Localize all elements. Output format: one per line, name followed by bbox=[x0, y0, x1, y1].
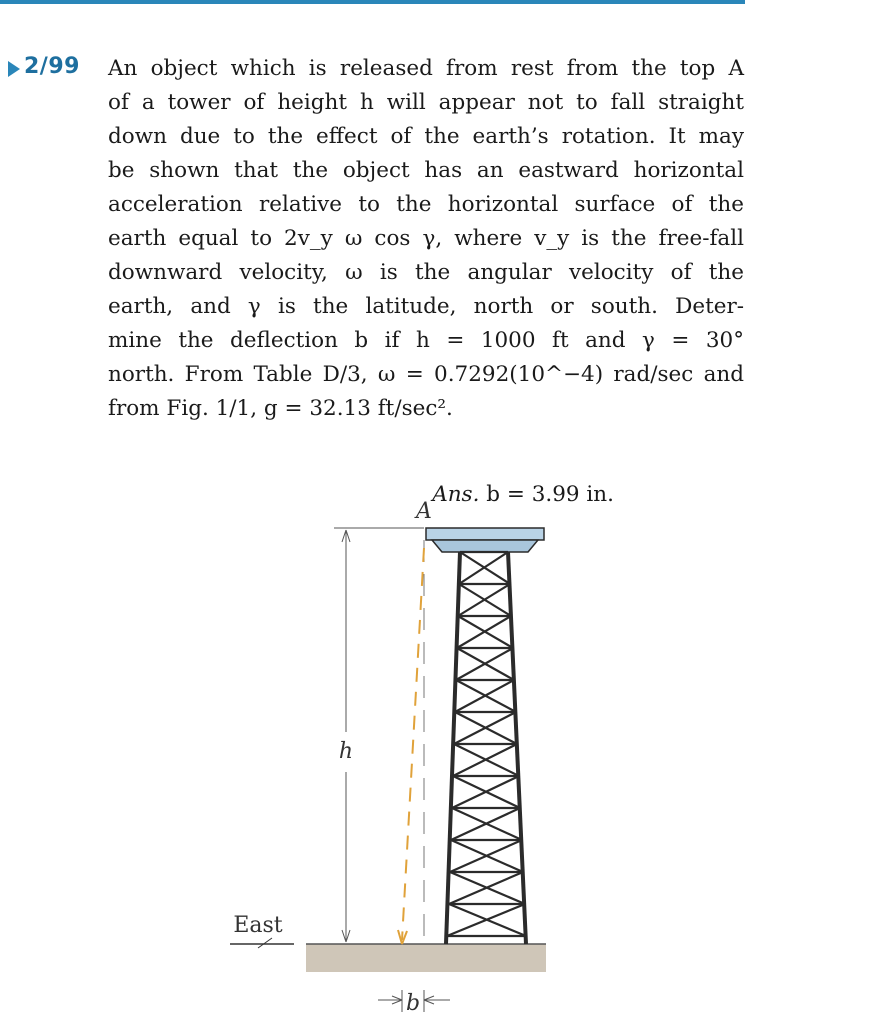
problem-line: from Fig. 1/1, g = 32.13 ft/sec². bbox=[108, 396, 453, 421]
answer-value: b = 3.99 in. bbox=[486, 482, 614, 507]
label-east: East bbox=[233, 913, 283, 938]
problem-line: An object which is released from rest from the top A bbox=[108, 56, 744, 81]
problem-line: earth equal to 2v_y ω cos γ, where v_y is the free-fall bbox=[108, 226, 744, 251]
label-deflection-b: b bbox=[405, 991, 421, 1016]
label-height-h: h bbox=[338, 739, 354, 764]
b-arrow-right-icon bbox=[424, 996, 450, 1004]
b-arrow-left-icon bbox=[378, 996, 402, 1004]
problem-line: be shown that the object has an eastward horizontal bbox=[108, 158, 744, 183]
east-tick bbox=[258, 938, 272, 948]
answer-prefix: Ans. bbox=[432, 482, 480, 507]
problem-line: downward velocity, ω is the angular velocity of the bbox=[108, 260, 744, 285]
label-top-a: A bbox=[416, 499, 432, 524]
tower-deck-base bbox=[432, 540, 538, 552]
problem-line: earth, and γ is the latitude, north or south. Deter- bbox=[108, 294, 744, 319]
tower-deck bbox=[426, 528, 544, 540]
problem-line: mine the deflection b if h = 1000 ft and γ = 30° bbox=[108, 328, 744, 353]
problem-line: north. From Table D/3, ω = 0.7292(10^−4) rad/sec and bbox=[108, 362, 744, 387]
ground bbox=[306, 944, 546, 972]
problem-line: of a tower of height h will appear not to fall straight bbox=[108, 90, 744, 115]
problem-line: down due to the effect of the earth’s rotation. It may bbox=[108, 124, 744, 149]
problem-number: 2/99 bbox=[24, 54, 80, 79]
fall-path bbox=[402, 548, 424, 940]
problem-line: acceleration relative to the horizontal surface of the bbox=[108, 192, 744, 217]
tower-leg-left bbox=[446, 552, 460, 944]
